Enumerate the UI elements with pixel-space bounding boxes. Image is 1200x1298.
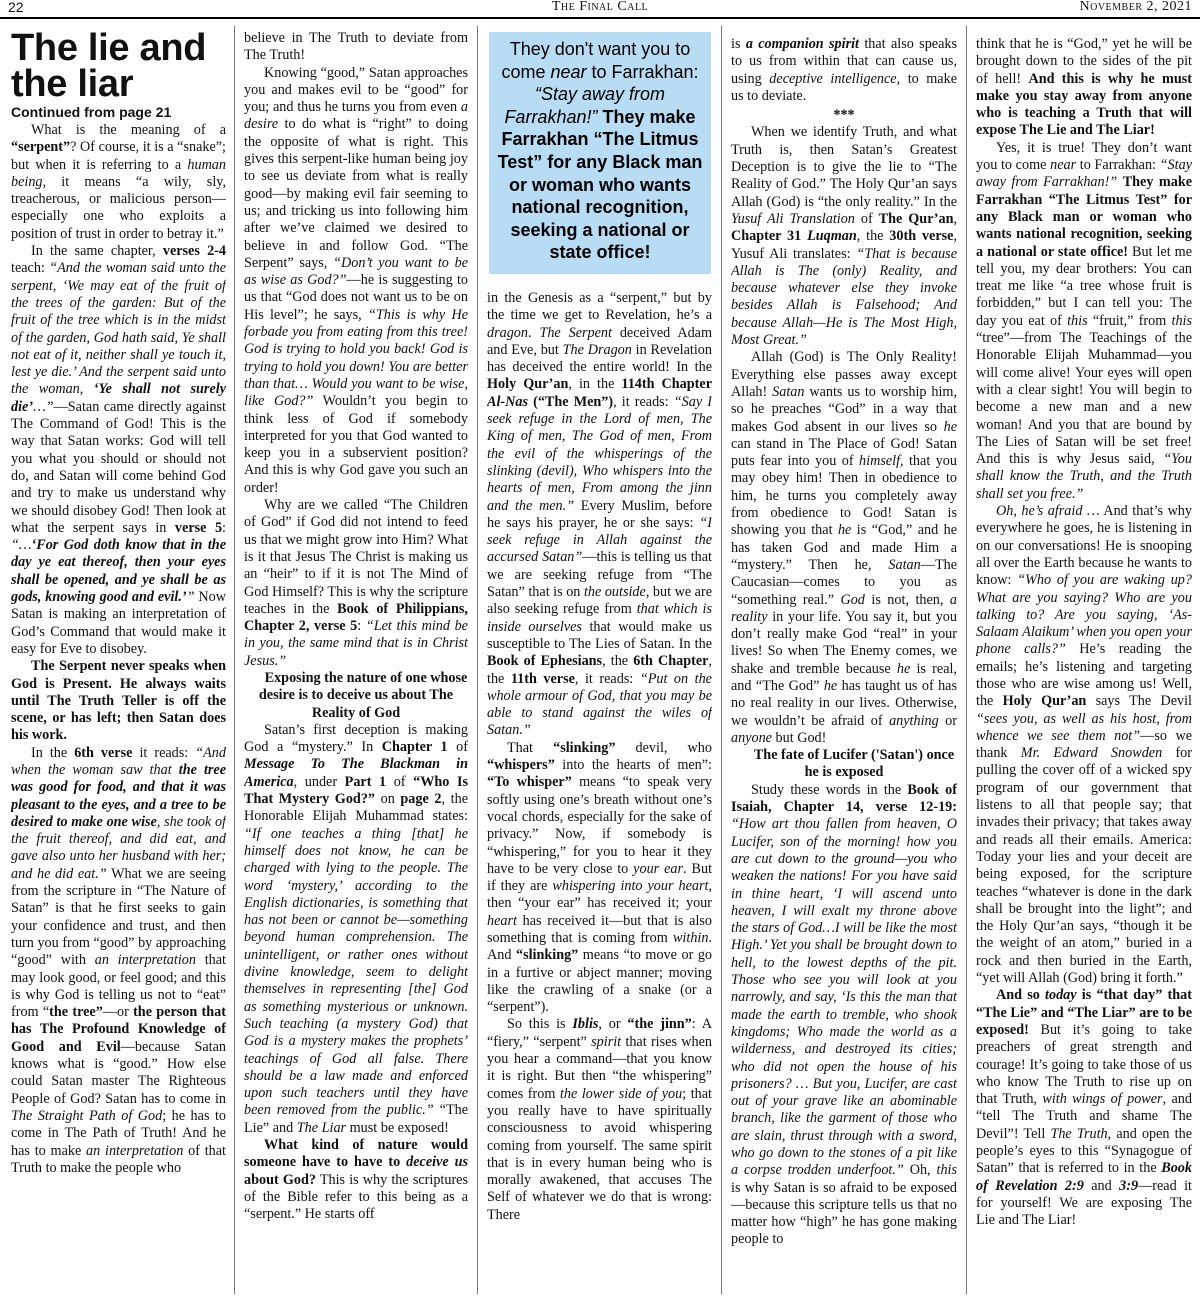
paragraph: What kind of nature would someone have to have to deceive us about God? This is why the scriptures of the Bible refer to this being as a “serpent.” He starts off bbox=[244, 1137, 468, 1223]
paragraph: What is the meaning of a “serpent”? Of course, it is a “snake”; but when it is referring to a human being, it means “a wily, sly, treacherous, or malicious person—especially one who exploits a position of trust in order to betray it.” bbox=[11, 122, 226, 242]
paragraph: Allah (God) is The Only Reality! Everything else passes away except Allah! Satan wants us to worship him, so he preaches “God” in a way that makes God absent in our lives so he can stand in The Place of God! Satan puts fear into you of himself, that you may obey him! Then in obedience to him, he turns you completely away from obedience to God! Satan is showing you that he is “God,” and he has taken God and made Him a “mystery.” Then he, Satan—The Caucasian—comes to you as “something real.” God is not, then, a reality in your life. You say it, but you don’t really make God “real” in your lives! So when The Enemy comes, we shake and tremble because he is real, and “The God” he has taught us of has no real reality in our lives. Otherwise, we wouldn’t be afraid of anything or anyone but God! bbox=[731, 349, 957, 746]
subhead-exposing-nature: Exposing the nature of one whose desire is to deceive us about The Reality of God bbox=[258, 669, 468, 721]
paragraph: is a companion spirit that also speaks to us from within that can cause us, using deceptive intelligence, to make us to deviate. bbox=[731, 36, 957, 104]
section-divider: *** bbox=[833, 107, 855, 124]
issue-date: November 2, 2021 bbox=[1079, 0, 1192, 14]
headline: The lie and the liar bbox=[11, 30, 207, 105]
paragraph: The Serpent never speaks when God is Present. He always waits until The Truth Teller is off the scene, or has left; then Satan does his work. bbox=[11, 658, 226, 744]
column-rule bbox=[721, 26, 722, 1294]
paragraph: Satan’s first deception is making God a “mystery.” In Chapter 1 of Message To The Blackman in America, under Part 1 of “Who Is That Mystery God?” on page 2, the Honorable Elijah Muhammad states: “If one teaches a thing [that] he himself does not know, he can be charged with lying to the people. The word ‘mystery,’ according to the English dictionaries, is something that has not been or cannot be—something beyond human comprehension. The unintelligent, or rather ones without divine knowledge, seem to delight themselves in representing [the] God as something mysterious or unknown. Such teaching (a mystery God) that God is a mystery makes the prophets’ teachings of God all false. There should be a law made and enforced upon such teachers until they have been removed from the public.” “The Lie” and The Liar must be exposed! bbox=[244, 721, 468, 1136]
publication-name: The Final Call bbox=[551, 0, 649, 14]
paragraph: Knowing “good,” Satan approaches you and makes evil to be “good” for you; and thus he turns you from even a desire to do what is “right” to doing the opposite of what is right. This gives this serpent-like human being joy to see us deviate from what is really good—by making evil fair seeming to us; and tricking us into following him after we’ve claimed we desired to believe in and follow God. “The Serpent” says, “Don’t you want to be as wise as God?”—he is suggesting to us that “God does not want us to be on His level”; he says, “This is why He forbade you from eating from this tree! God is trying to hold you back! God is trying to hold you down! You are better than that… Would you want to be wise, like God?” Wouldn’t you begin to think less of God if somebody interpreted for you that God wanted to keep you in a subservient position? And this is why God gave you such an order! bbox=[244, 64, 468, 496]
paragraph: in the Genesis as a “serpent,” but by the time we get to Revelation, he’s a dragon. The Serpent deceived Adam and Eve, but The Dragon in Revelation has deceived the entire world! In the Holy Qur’an, in the 114th Chapter Al-Nas (“The Men”), it reads: “Say I seek refuge in the Lord of men, The King of men, The God of men, From the evil of the whisperings of the slinking (devil), Who whispers into the hearts of men, From among the jinn and the men.” Every Muslim, before he says his prayer, he or she says: “I seek refuge in Allah against the accursed Satan”—this is telling us that we are seeking refuge from “The Satan” that is on the outside, but we are also seeking refuge from that which is inside ourselves that would make us susceptible to The Lies of Satan. In the Book of Ephesians, the 6th Chapter, the 11th verse, it reads: “Put on the whole armour of God, that you may be able to stand against the wiles of Satan.” bbox=[487, 290, 712, 739]
paragraph: believe in The Truth to deviate from The Truth! bbox=[244, 30, 468, 64]
column-4 bbox=[731, 36, 957, 1294]
paragraph: So this is Iblis, or “the jinn”: A “fiery,” “serpent” spirit that rises when you hear a command—that you know it is right. But then “the whispering” comes from the lower side of you; that you really have to have spiritually consciousness to avoid whispering coming from yourself. The same spirit that is in every human being who is morally awakened, that accuses The Self of whatever we do that is wrong: There bbox=[487, 1016, 712, 1223]
page-header bbox=[0, 0, 1200, 19]
column-rule bbox=[966, 26, 967, 1294]
continued-line: Continued from page 21 bbox=[11, 104, 172, 120]
paragraph: In the same chapter, verses 2-4 teach: “And the woman said unto the serpent, ‘We may eat of the fruit of the trees of the garden: But of the fruit of the tree which is in the midst of the garden, God hath said, Ye shall not eat of it, neither shall ye touch it, lest ye die.’ And the serpent said unto the woman, ‘Ye shall not surely die’…”—Satan came directly against The Command of God! This is the way that Satan works: God will tell you what you should or should not do, and Satan will come behind God and try to make us understand why we should disobey God! Then look at what the serpent says in verse 5: “…‘For God doth know that in the day ye eat thereof, then your eyes shall be opened, and ye shall be as gods, knowing good and evil.’” Now Satan is making an interpretation of God’s Command that would make it easy for Eve to disobey. bbox=[11, 243, 226, 657]
pull-quote: They don't want you to come near to Farrakhan: “Stay away from Farrakhan!” They make Farrakhan “The Litmus Test” for any Black man or woman who wants national recognition, seeking a national or state office! bbox=[489, 32, 711, 274]
paragraph: That “slinking” devil, who “whispers” into the hearts of men”: “To whisper” means “to speak very softly using one’s breath without one’s vocal chords, especially for the sake of privacy.” Now, if somebody is “whispering,” for you to hear it they have to be very close to your ear. But if they are whispering into your heart, then “your ear” has received it; your heart has received it—but that is also something that is coming from within. And “slinking” means “to move or go in a furtive or abject manner; moving like the crawling of a snake (or a “serpent”). bbox=[487, 739, 712, 1016]
column-3 bbox=[487, 290, 712, 1294]
paragraph: When we identify Truth, and what Truth is, then Satan’s Greatest Deception is to give the lie to “The Reality of God.” The Holy Qur’an says Allah (God) is “the only reality.” In the Yusuf Ali Translation of The Qur’an, Chapter 31 Luqman, the 30th verse, Yusuf Ali translates: “That is because Allah is The (only) Reality, and because whatever else they invoke besides Allah is Falsehood; And because Allah—He is The Most High, Most Great.” bbox=[731, 124, 957, 349]
paragraph: In the 6th verse it reads: “And when the woman saw that the tree was good for food, and that it was pleasant to the eyes, and a tree to be desired to make one wise, she took of the fruit thereof, and did eat, and gave also unto her husband with her; and he did eat.” What we are seeing from the scripture in “The Nature of Satan” is that he first seeks to gain your confidence and trust, and then turn you from “good” by approaching “good” with an interpretation that may look good, or feel good; and this is why God is telling us not to “eat” from “the tree”—or the person that has The Profound Knowledge of Good and Evil—because Satan knows what is “good.” How else could Satan master The Righteous People of God? Satan has to come in The Straight Path of God; he has to come in The Path of Truth! And he has to make an interpretation of that Truth to make the people who bbox=[11, 744, 226, 1176]
column-2 bbox=[244, 30, 468, 1294]
paragraph: Why are we called “The Children of God” if God did not intend to feed us that we might grow into Him? What is it that Jesus The Christ is making us an “heir” to if it is not The Mind of God Himself? This is why the scripture teaches in the Book of Philippians, Chapter 2, verse 5: “Let this mind be in you, the same mind that is in Christ Jesus.” bbox=[244, 497, 468, 669]
paragraph: Oh, he’s afraid … And that’s why everywhere he goes, he is listening in on our conversations! He is snooping all over the Earth because he wants to know: “Who of you are waking up? What are you saying? Who are you talking to? Are you saying, ‘As-Salaam Alaikum’ when you open your phone calls?” He’s reading the emails; he’s listening and targeting those who are wise among us! Well, the Holy Qur’an says The Devil “sees you, as well as his host, from whence we see them not”—so we thank Mr. Edward Snowden for pulling the cover off of a wicked spy program of our government that listens to all that people say; that invades their privacy; that takes away and reads all their emails. America: Today your lies and your deceit are being exposed, for the scripture teaches “whatever is done in the dark shall be brought into the light”; and the Holy Qur’an says, “though it be the weight of an atom,” buried in a rock and then buried in the Earth, “yet will Allah (God) bring it forth.” bbox=[976, 503, 1192, 987]
column-1 bbox=[11, 30, 226, 1294]
paragraph: Yes, it is true! They don’t want you to come near to Farrakhan: “Stay away from Farrakhan!” They make Farrakhan “The Litmus Test” for any Black man or woman who wants national recognition, seeking a national or state office! But let me tell you, my dear brothers: You can treat me like “a tree whose fruit is forbidden,” but I can tell you: The day you eat of this “fruit,” from this “tree”—from The Teachings of the Honorable Elijah Muhammad—you will come alive! Your eyes will open with a clear sight! You will begin to become a new man and a new woman! And you that are bound by The Lies of Satan will be set free! And this is why Jesus said, “You shall know the Truth, and the Truth shall set you free.” bbox=[976, 139, 1192, 502]
page-number: 22 bbox=[8, 0, 24, 15]
paragraph: Study these words in the Book of Isaiah, Chapter 14, verse 12-19: “How art thou fallen from heaven, O Lucifer, son of the morning! how you are cut down to the ground—you who weaken the nations! For you have said in thine heart, ‘I will ascend unto heaven, I will exalt my throne above the stars of God…I will be like the most High.’ Yet you shall be brought down to hell, to the lowest depths of the pit. Those who see you will look at you narrowly, and say, ‘Is this the man that made the earth to tremble, who shook kingdoms; Who made the world as a wilderness, and destroyed its cities; who did not open the house of his prisoners? … But you, Lucifer, are cast out of your grave like an abominable branch, like the garment of those who are slain, thrust through with a sword, who go down to the stones of a pit like a corpse trodden underfoot.” Oh, this is why Satan is so afraid to be exposed—because this scripture tells us that no matter how “high” he has gone making people to bbox=[731, 781, 957, 1248]
column-rule bbox=[477, 26, 478, 1294]
subhead-fate-of-lucifer: The fate of Lucifer ('Satan') once he is exposed bbox=[753, 747, 955, 781]
column-5 bbox=[976, 36, 1192, 1294]
column-rule bbox=[234, 26, 235, 1294]
paragraph: think that he is “God,” yet he will be brought down to the sides of the pit of hell! And this is why he must make you stay away from anyone who is teaching a Truth that will expose The Lie and The Liar! bbox=[976, 36, 1192, 139]
paragraph: And so today is “that day” that “The Lie” and “The Liar” are to be exposed! But it’s going to take preachers of great strength and courage! It’s going to take those of us who know The Truth to rise up on that Truth, with wings of power, and “tell The Truth and shame The Devil”! Tell The Truth, and open the people’s eyes to this “Synagogue of Satan” that is referred to in the Book of Revelation 2:9 and 3:9—read it for yourself! We are exposing The Lie and The Liar! bbox=[976, 987, 1192, 1229]
